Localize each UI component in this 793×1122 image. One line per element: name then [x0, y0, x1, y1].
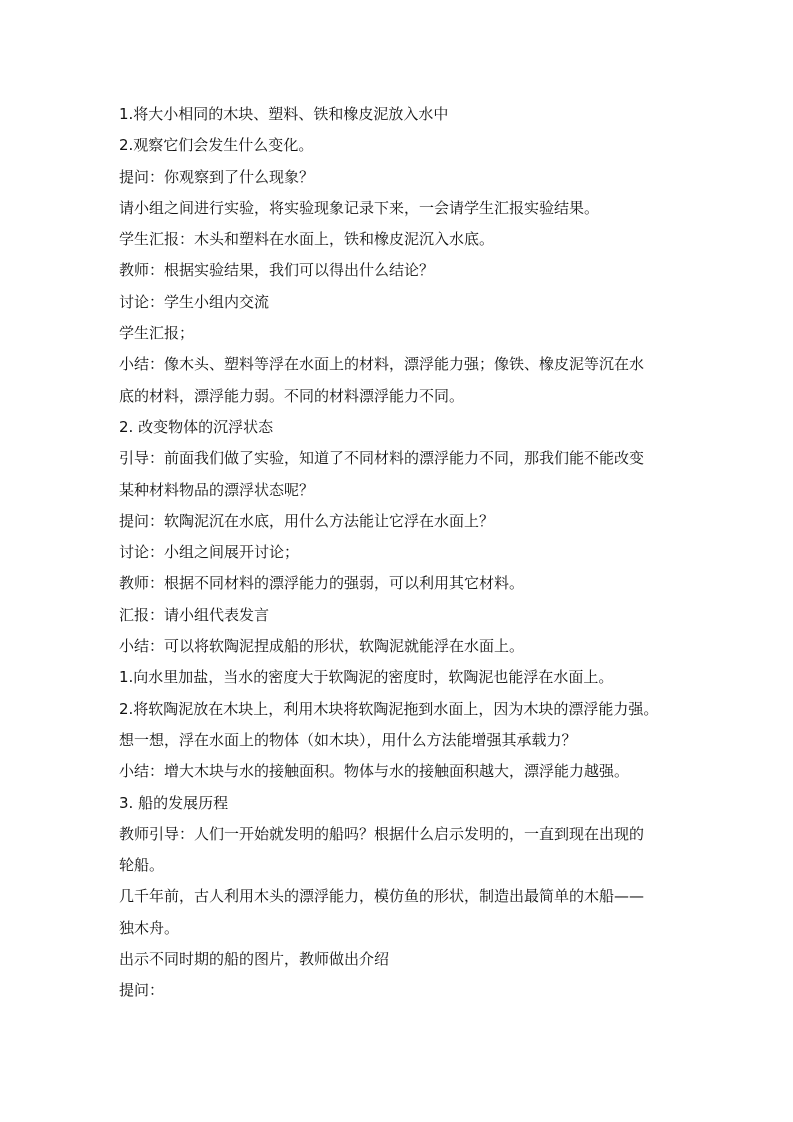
text-line: 轮船。 — [119, 856, 165, 875]
text-line: 学生汇报； — [119, 324, 195, 343]
text-line: 小结：增大木块与水的接触面积。物体与水的接触面积越大，漂浮能力越强。 — [119, 762, 630, 781]
text-line: 底的材料，漂浮能力弱。不同的材料漂浮能力不同。 — [119, 386, 465, 405]
text-line: 讨论：学生小组内交流 — [119, 292, 270, 311]
text-line: 几千年前，古人利用木头的漂浮能力，模仿鱼的形状，制造出最简单的木船—— — [119, 887, 645, 906]
section-heading: 3. 船的发展历程 — [119, 793, 229, 812]
text-line: 教师：根据实验结果，我们可以得出什么结论？ — [119, 261, 435, 280]
text-line: 教师引导：人们一开始就发明的船吗？根据什么启示发明的，一直到现在出现的 — [119, 824, 645, 843]
text-line: 讨论：小组之间展开讨论； — [119, 543, 300, 562]
text-line: 想一想，浮在水面上的物体（如木块），用什么方法能增强其承载力？ — [119, 730, 577, 749]
text-line: 请小组之间进行实验，将实验现象记录下来，一会请学生汇报实验结果。 — [119, 198, 600, 217]
text-line: 1.将大小相同的木块、塑料、铁和橡皮泥放入水中 — [119, 105, 449, 123]
text-line: 提问：你观察到了什么现象？ — [119, 167, 315, 186]
text-line: 2.观察它们会发生什么变化。 — [119, 136, 314, 155]
text-line: 独木舟。 — [119, 918, 180, 937]
text-line: 1.向水里加盐，当水的密度大于软陶泥的密度时，软陶泥也能浮在水面上。 — [119, 668, 614, 687]
text-line: 提问：软陶泥沉在水底，用什么方法能让它浮在水面上？ — [119, 511, 495, 530]
text-line: 学生汇报：木头和塑料在水面上，铁和橡皮泥沉入水底。 — [119, 230, 495, 249]
text-line: 引导：前面我们做了实验，知道了不同材料的漂浮能力不同，那我们能不能改变 — [119, 449, 645, 468]
text-line: 2.将软陶泥放在木块上，利用木块将软陶泥拖到水面上，因为木块的漂浮能力强。 — [119, 699, 659, 718]
text-line: 小结：像木头、塑料等浮在水面上的材料，漂浮能力强；像铁、橡皮泥等沉在水 — [119, 355, 645, 374]
text-line: 教师：根据不同材料的漂浮能力的强弱，可以利用其它材料。 — [119, 574, 525, 593]
document-body — [119, 99, 679, 1007]
text-line: 提问： — [119, 981, 165, 1000]
text-line: 小结：可以将软陶泥捏成船的形状，软陶泥就能浮在水面上。 — [119, 637, 525, 656]
text-line: 汇报：请小组代表发言 — [119, 605, 270, 624]
section-heading: 2. 改变物体的沉浮状态 — [119, 417, 274, 436]
text-line: 某种材料物品的漂浮状态呢？ — [119, 480, 315, 499]
text-line: 出示不同时期的船的图片，教师做出介绍 — [119, 950, 390, 969]
